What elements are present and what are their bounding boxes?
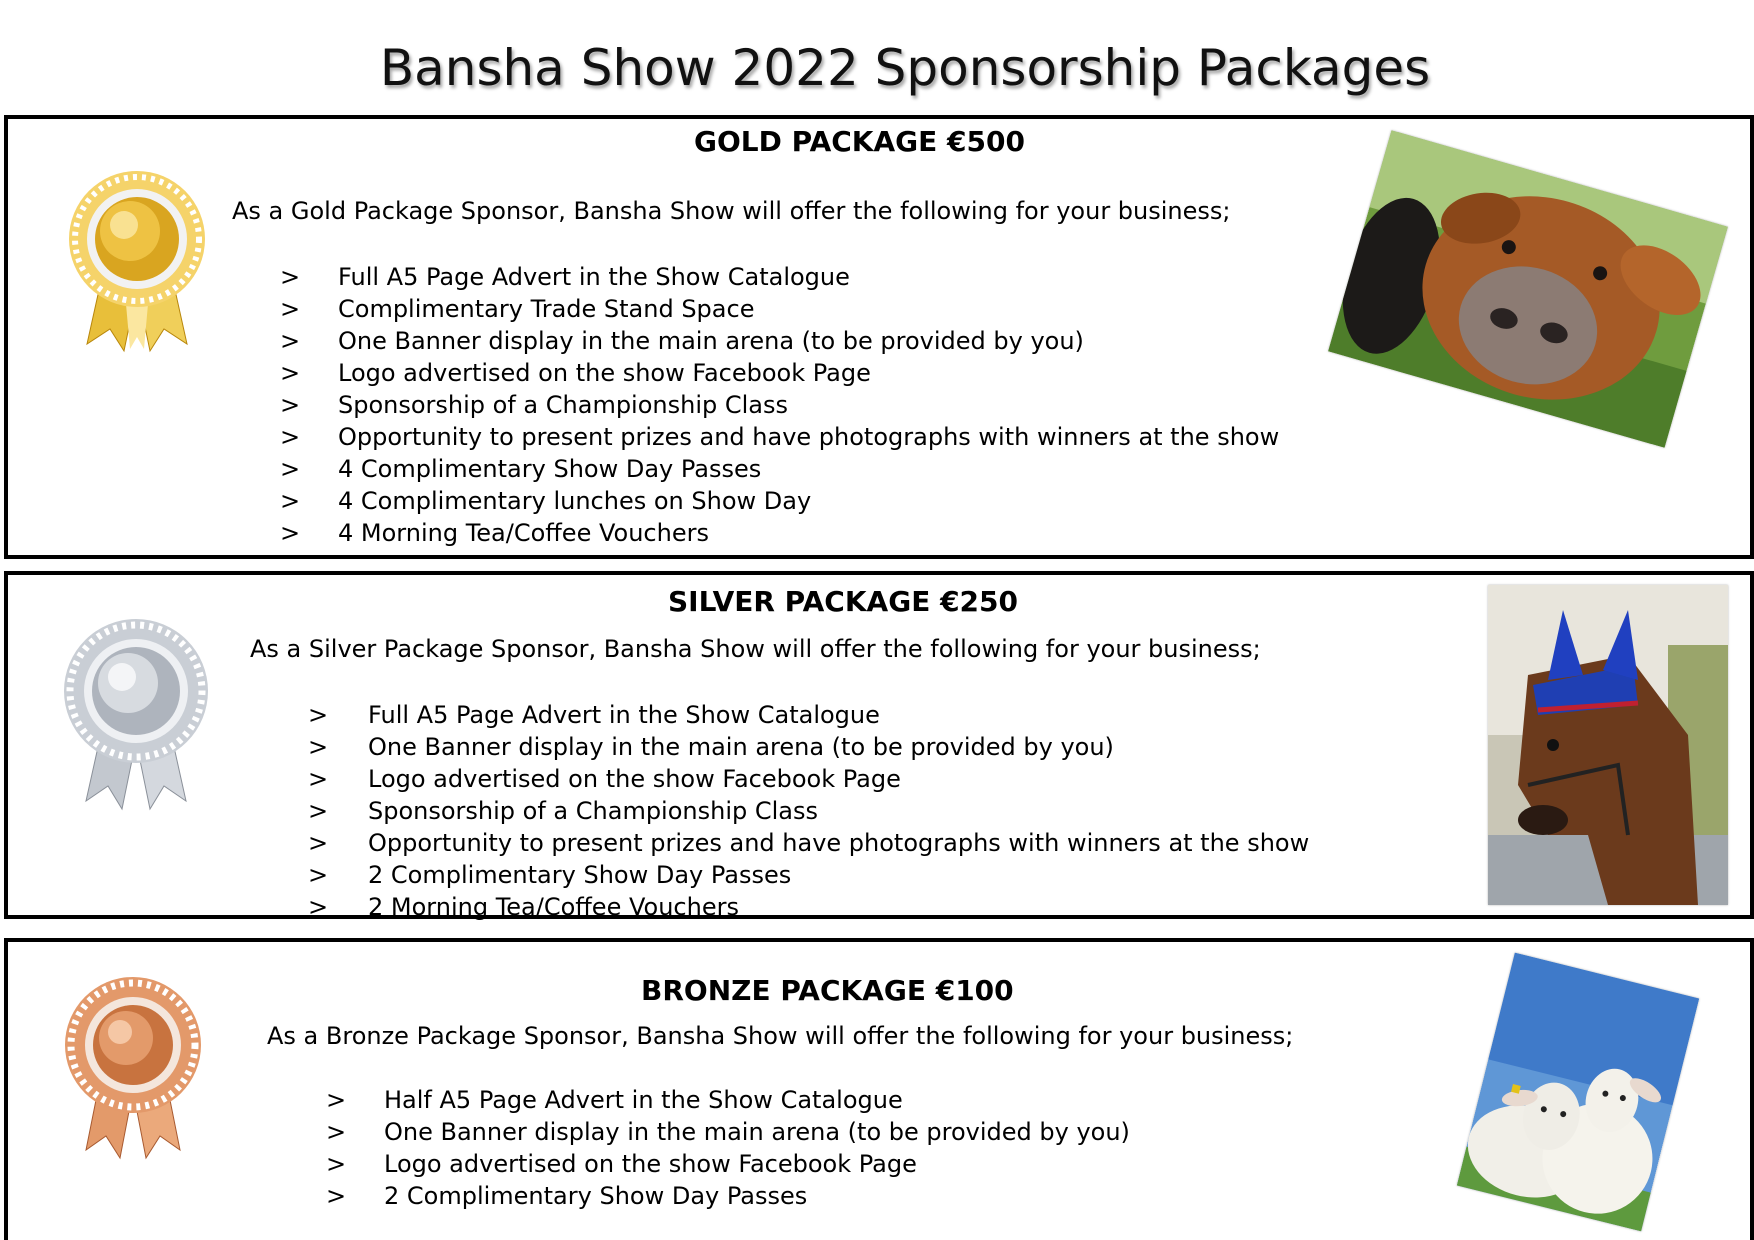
gold-package-heading: GOLD PACKAGE €500	[694, 125, 1025, 158]
list-item: > One Banner display in the main arena (to be provided by you)	[280, 327, 1084, 355]
gold-benefits-list	[280, 261, 1330, 549]
list-item: > 4 Complimentary Show Day Passes	[280, 455, 762, 483]
list-item: > Full A5 Page Advert in the Show Catalogue	[280, 263, 850, 291]
page-title: Bansha Show 2022 Sponsorship Packages	[379, 39, 1431, 97]
list-item: > One Banner display in the main arena (to be provided by you)	[326, 1118, 1130, 1146]
silver-package-heading: SILVER PACKAGE €250	[668, 585, 1018, 618]
bronze-package-heading: BRONZE PACKAGE €100	[641, 974, 1014, 1007]
list-item: > Logo advertised on the show Facebook Page	[280, 359, 871, 387]
list-item: > 2 Morning Tea/Coffee Vouchers	[308, 893, 739, 921]
list-item: > Full A5 Page Advert in the Show Catalogue	[308, 701, 880, 729]
list-item: > Opportunity to present prizes and have photographs with winners at the show	[280, 423, 1280, 451]
silver-rosette-icon	[56, 611, 216, 811]
list-item: > Sponsorship of a Championship Class	[308, 797, 818, 825]
list-item: > Logo advertised on the show Facebook Page	[308, 765, 901, 793]
bronze-benefits-list	[326, 1084, 1326, 1212]
list-item: > 4 Complimentary lunches on Show Day	[280, 487, 812, 515]
silver-intro: As a Silver Package Sponsor, Bansha Show will offer the following for your business;	[250, 635, 1261, 663]
list-item: > One Banner display in the main arena (to be provided by you)	[308, 733, 1114, 761]
silver-benefits-list	[308, 699, 1408, 923]
list-item: > Logo advertised on the show Facebook Page	[326, 1150, 917, 1178]
bronze-intro: As a Bronze Package Sponsor, Bansha Show will offer the following for your business;	[267, 1022, 1294, 1050]
list-item: > Half A5 Page Advert in the Show Catalogue	[326, 1086, 903, 1114]
sheep-photo	[1457, 953, 1699, 1232]
gold-rosette-icon	[52, 159, 222, 354]
gold-package-panel	[4, 115, 1754, 559]
bronze-rosette-icon	[58, 970, 208, 1160]
list-item: > Complimentary Trade Stand Space	[280, 295, 755, 323]
gold-intro: As a Gold Package Sponsor, Bansha Show will offer the following for your business;	[232, 197, 1231, 225]
list-item: > 2 Complimentary Show Day Passes	[326, 1182, 808, 1210]
list-item: > Sponsorship of a Championship Class	[280, 391, 788, 419]
list-item: > Opportunity to present prizes and have photographs with winners at the show	[308, 829, 1310, 857]
list-item: > 2 Complimentary Show Day Passes	[308, 861, 792, 889]
horse-photo	[1488, 585, 1728, 905]
silver-package-panel	[4, 571, 1754, 919]
list-item: > 4 Morning Tea/Coffee Vouchers	[280, 519, 709, 547]
cow-photo	[1328, 130, 1728, 448]
bronze-package-panel	[4, 938, 1754, 1240]
